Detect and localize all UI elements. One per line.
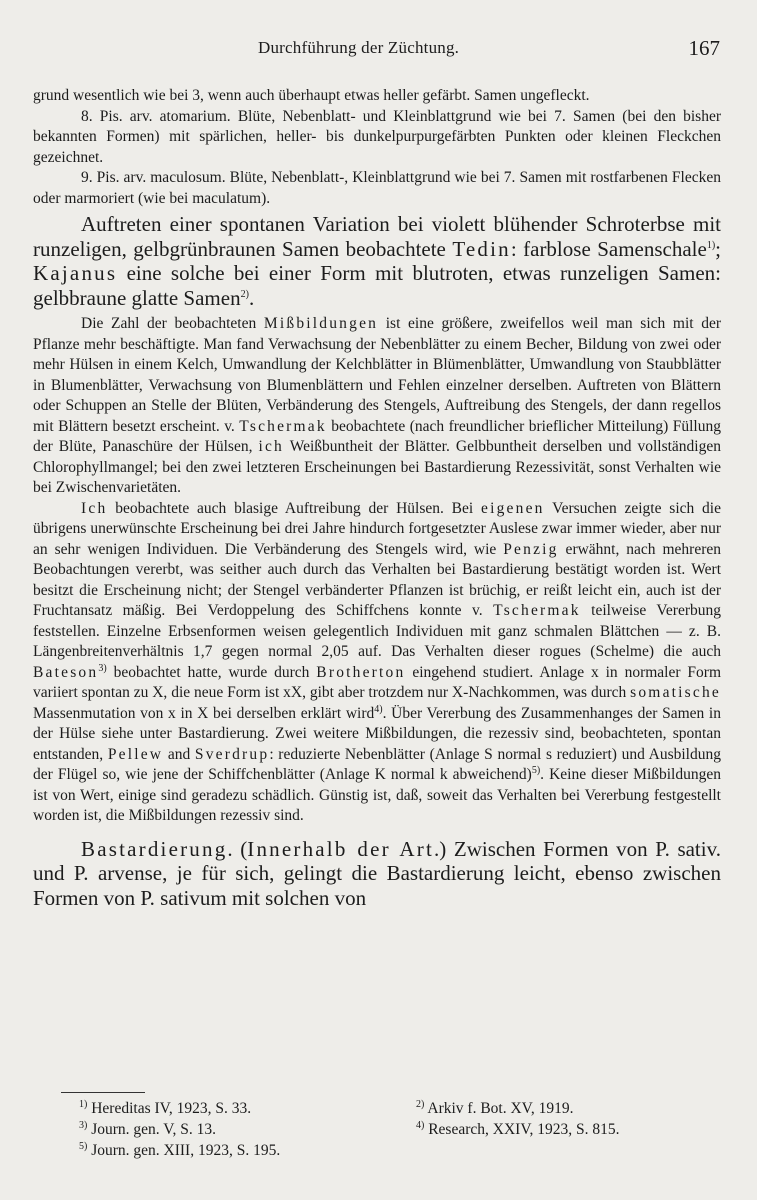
footnote-3: $^{3)}$ Journ. gen. V, S. 13. bbox=[79, 1119, 216, 1138]
paragraph-maculosum: 9. Pis. arv. maculosum. Blüte, Nebenblatt-, Kleinblattgrund wie bei 7. Samen mit rostfarbenen Flecken oder marmoriert (wie bei maculatum). bbox=[33, 169, 721, 207]
author-brotherton: Brotherton bbox=[316, 663, 406, 681]
footnote-1: $^{1)}$ Hereditas IV, 1923, S. 33. bbox=[79, 1098, 252, 1117]
footnotes bbox=[33, 1092, 721, 1160]
term-innerhalb-der-art: Innerhalb der Art bbox=[247, 836, 435, 861]
page-number: 167 bbox=[688, 36, 720, 60]
author-tschermak: Tschermak bbox=[239, 417, 327, 435]
author-tschermak: Tschermak bbox=[493, 602, 581, 619]
author-pellew: Pellew bbox=[107, 745, 164, 763]
footnote-divider bbox=[61, 1092, 145, 1093]
footnote-4: $^{4)}$ Research, XXIV, 1923, S. 815. bbox=[416, 1119, 620, 1138]
footnote-5: $^{5)}$ Journ. gen. XIII, 1923, S. 195. bbox=[79, 1140, 281, 1159]
author-penzig: Penzig bbox=[503, 540, 559, 558]
word-ich: Ich bbox=[81, 499, 108, 517]
footnote-2: $^{2)}$ Arkiv f. Bot. XV, 1919. bbox=[416, 1098, 574, 1117]
paragraph-seed-continuation: grund wesentlich wie bei 3, wenn auch überhaupt etwas heller gefärbt. Samen ungefleckt. bbox=[33, 87, 590, 104]
author-tedin: Tedin bbox=[452, 236, 511, 261]
word-ich: ich bbox=[258, 438, 284, 455]
body-text bbox=[33, 86, 721, 910]
author-bateson: Bateson bbox=[33, 663, 99, 681]
footnote-ref-5[interactable]: 5) bbox=[531, 764, 541, 776]
footnote-ref-2[interactable]: 2) bbox=[240, 288, 249, 300]
paragraph-bastardierung: Bastardierung. (Innerhalb der Art.) Zwischen Formen von P. sativ. und P. arvense, je für sich, gelingt die Bastardierung leicht, ebenso zwischen Formen von P. sativum mit solchen von bbox=[33, 836, 721, 910]
paragraph-own-observations: Ich beobachtete auch blasige Auftreibung der Hülsen. Bei eigenen Versuchen zeigte sich die übrigens unerwünschte Erscheinung bei drei Jahre hindurch fortgesetzter Auslese zwar immer wieder, aber nur an sehr wenigen Individuen. Die Verbänderung des Stengels wird, wie Penzig erwähnt, nach mehreren Beobachtungen vererbt, was seither auch durch das Verhalten bei Bastardierung bestätigt worden ist. Wert besitzt die Erscheinung nicht; der Stengel verbänderter Pflanzen ist brüchig, er reißt leicht ein, auch ist der Fruchtansatz mäßig. Bei Verdoppelung des Schiffchens konnte v. Tschermak teilweise Vererbung feststellen. Einzelne Erbsenformen weisen gelegentlich Individuen mit ganz schmalen Blättchen — z. B. Längenbreitenverhältnis 1,7 gegen normal 2,05 auf. Das Verhalten dieser rogues (Schelme) die auch Bateson$^{3)}$ beobachtet hatte, wurde durch Brotherton eingehend studiert. Anlage x in normaler Form variiert spontan zu X, die neue Form ist xX, gibt aber trotzdem nur X-Nachkommen, was durch somatische Massenmutation von x in X bei derselben erklärt wird$^{4)}$. Über Vererbung des Zusammenhanges der Samen in der Hülse siehe unter Bastardierung. Zwei weitere Mißbildungen, die rezessiv sind, beobachteten, spontan entstanden, Pellew and Sverdrup: reduzierte Nebenblätter (Anlage S normal s reduziert) und Ausbildung der Flügel so, wie jene der Schiffchenblätter (Anlage K normal k abweichend)$^{5)}$. Keine dieser Mißbildungen ist von Wert, einige sind geradezu schädlich. Günstig ist, daß, soweit das Verhalten bei Vererbung festgestellt worden ist, die Mißbildungen rezessiv sind. bbox=[33, 499, 722, 824]
footnote-ref-3[interactable]: 3) bbox=[98, 662, 107, 674]
author-sverdrup: Sverdrup bbox=[194, 745, 270, 763]
footnote-ref-4[interactable]: 4) bbox=[374, 703, 383, 715]
paragraph-malformations: Die Zahl der beobachteten Mißbildungen ist eine größere, zweifellos weil man sich mit der Pflanze mehr beschäftigte. Man fand Verwachsung der Nebenblätter zu einem Becher, Bildung von zwei oder mehr Hülsen in einem Kelch, Umwandlung der Kelchblätter in Blümenblätter, Umwandlung von Staubblätter in Blumenblätter, Verwachsung von Blumenblättern und Fehlen einzelner derselben. Auftreten von Blättern oder Schuppen an Stelle der Blüten, Verbänderung des Stengels, Auftreibung des Stengels, der dann regellos mit Blättern besetzt erscheint. v. Tschermak beobachtete (nach freundlicher brieflicher Mitteilung) Füllung der Blüte, Panaschüre der Hülsen, ich Weißbuntheit der Blätter. Gelbbuntheit derselben und vollständigen Chlorophyllmangel; bei den zwei letzteren Erscheinungen bei Bastardierung Rezessivität, sonst Verhalten wie bei Zwischenvarietäten. bbox=[33, 315, 721, 496]
term-somatische: somatische bbox=[630, 684, 721, 701]
word-eigenen: eigenen bbox=[481, 499, 545, 517]
footnote-ref-1[interactable]: 1) bbox=[706, 239, 716, 251]
heading-bastardierung: Bastardierung bbox=[81, 836, 228, 861]
paragraph-spontaneous-variation: Auftreten einer spontanen Variation bei violett blühender Schroterbse mit runzeligen, gelbgrünbraunen Samen beobachtete Tedin: farblose Samenschale$^{1)}$; Kajanus eine solche bei einer Form mit blutroten, etwas runzeligen Samen: gelbbraune glatte Samen$^{2)}$. bbox=[33, 212, 722, 310]
paragraph-atomarium: 8. Pis. arv. atomarium. Blüte, Nebenblatt- und Kleinblattgrund wie bei 7. Samen (bei den bisher bekannten Formen) mit spärlichen, heller- bis dunkelpurpurgefärbten Punkten oder kleinen Fleckchen gezeichnet. bbox=[33, 107, 721, 166]
author-kajanus: Kajanus bbox=[33, 261, 118, 285]
running-title: Durchführung der Züchtung. bbox=[258, 38, 460, 57]
term-missbildungen: Mißbildungen bbox=[263, 315, 379, 332]
page-header bbox=[0, 36, 757, 64]
